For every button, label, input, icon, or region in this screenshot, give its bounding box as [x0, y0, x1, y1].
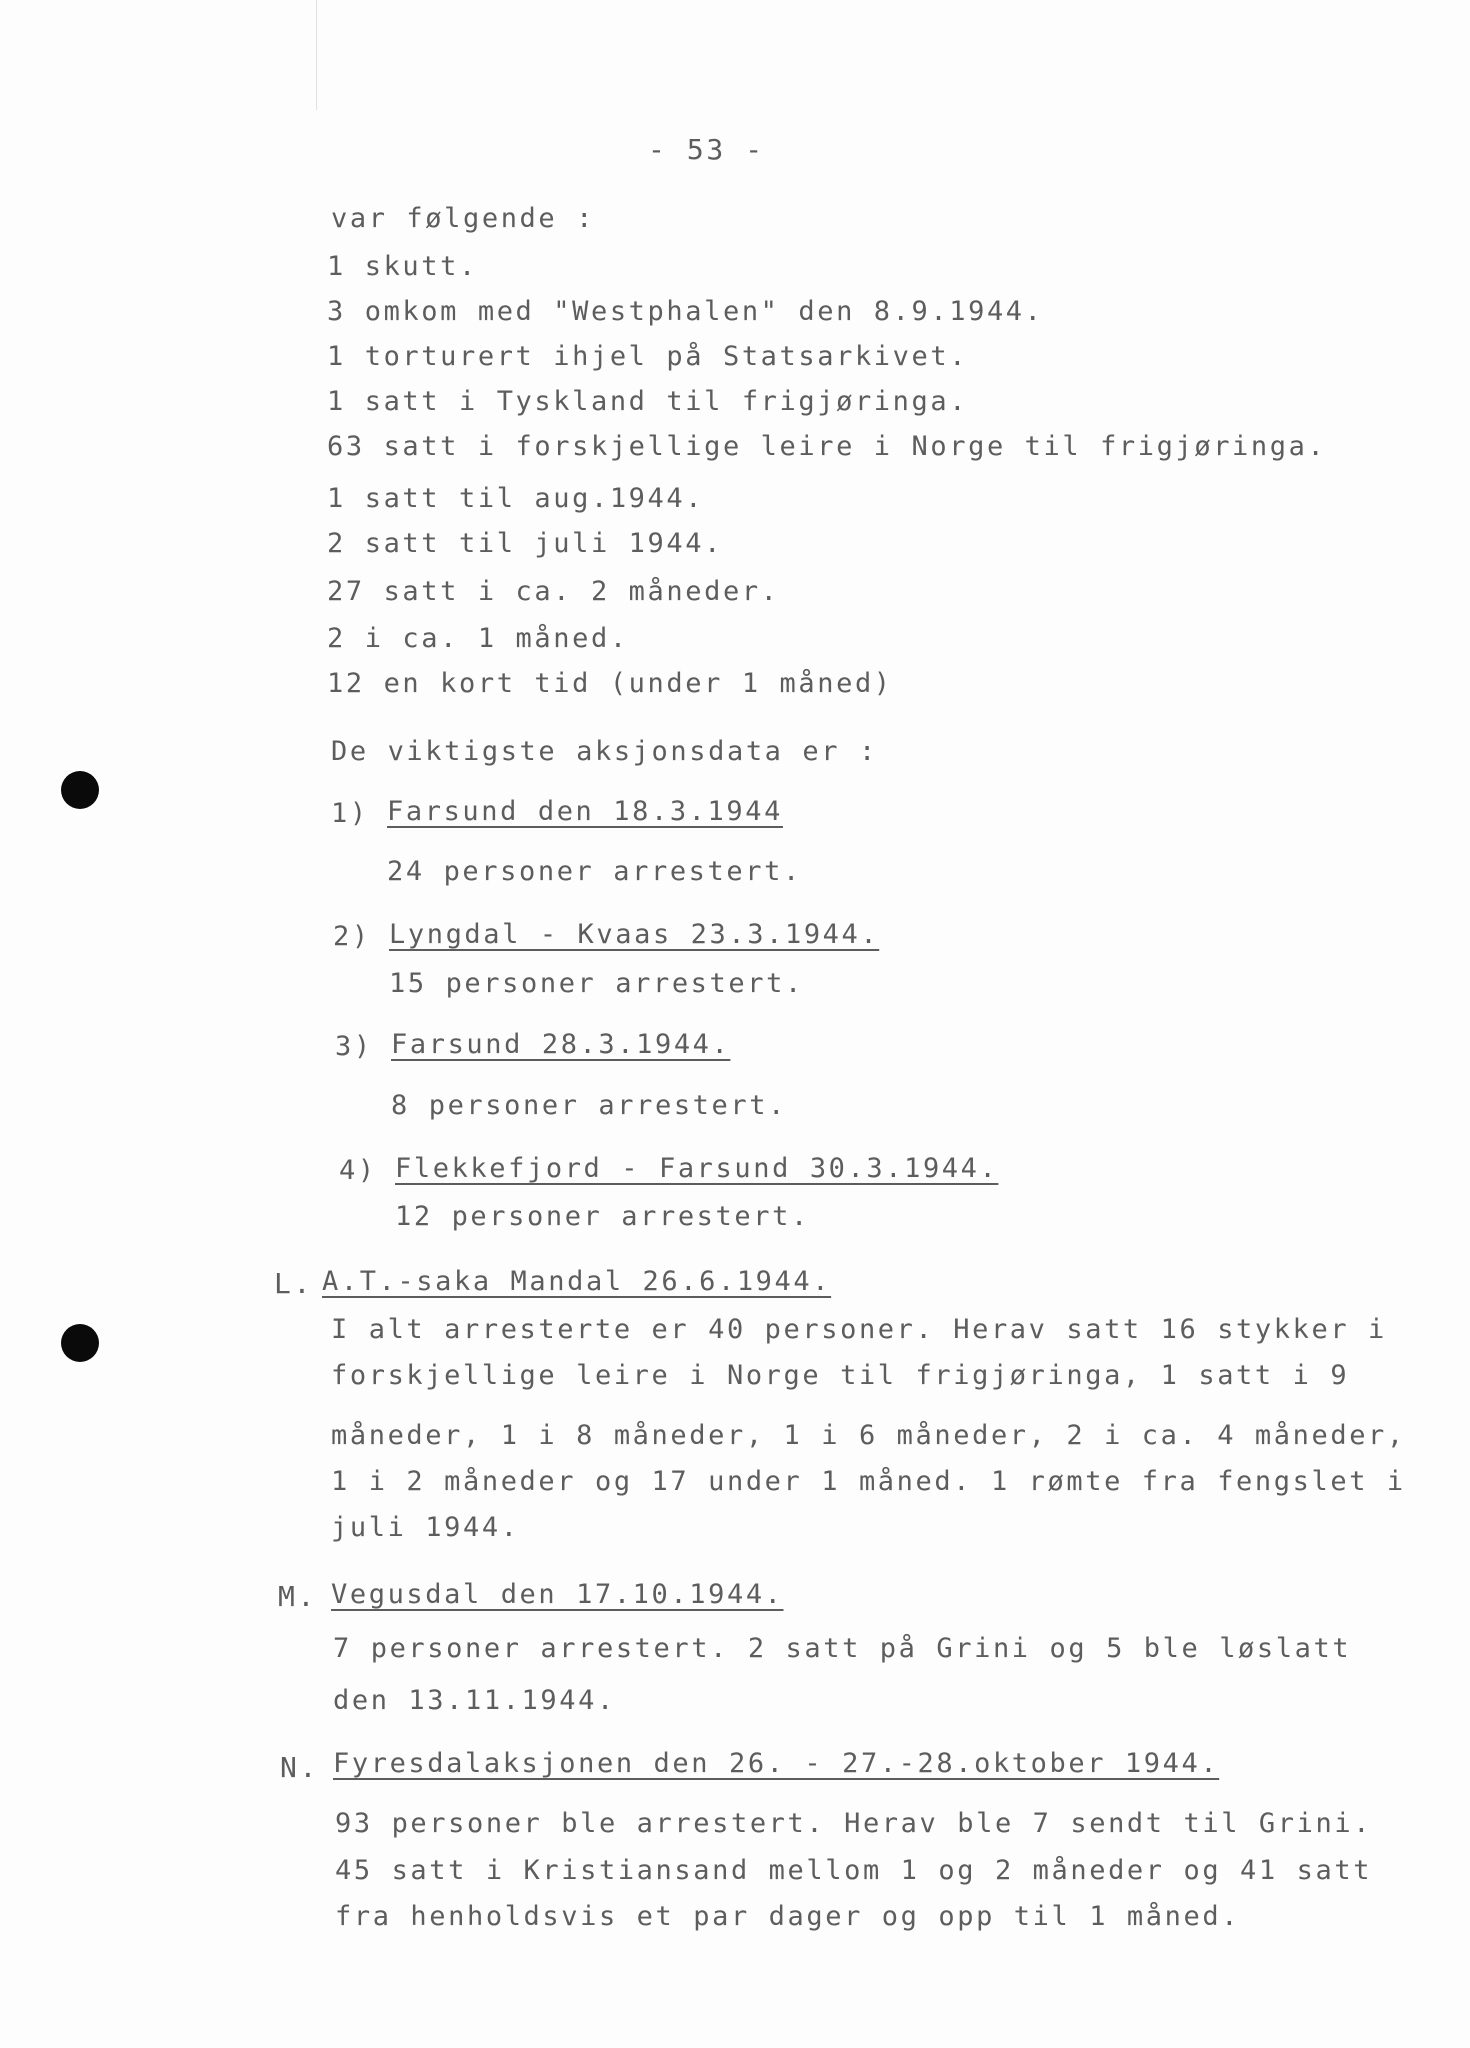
- section-body-line: forskjellige leire i Norge til frigjøringa, 1 satt i 9: [331, 1360, 1350, 1391]
- section-body-line: fra henholdsvis et par dager og opp til 1 måned.: [335, 1901, 1241, 1932]
- section-letter: M.: [278, 1580, 317, 1613]
- summary-line: 1 skutt.: [327, 251, 478, 282]
- summary-line: 3 omkom med "Westphalen" den 8.9.1944.: [327, 296, 1044, 327]
- actions-heading: De viktigste aksjonsdata er :: [331, 736, 878, 767]
- summary-line: 1 torturert ihjel på Statsarkivet.: [327, 341, 969, 372]
- section-body-line: 7 personer arrestert. 2 satt på Grini og 5 ble løslatt: [333, 1633, 1352, 1664]
- action-title: Flekkefjord - Farsund 30.3.1944.: [395, 1153, 999, 1184]
- summary-line: 2 satt til juli 1944.: [327, 528, 723, 559]
- summary-line: 2 i ca. 1 måned.: [327, 623, 629, 654]
- section-body-line: den 13.11.1944.: [333, 1685, 616, 1716]
- action-title: Lyngdal - Kvaas 23.3.1944.: [389, 919, 880, 950]
- punch-hole-top: [61, 771, 99, 809]
- action-number: 1): [331, 798, 369, 829]
- action-detail: 8 personer arrestert.: [391, 1090, 787, 1121]
- punch-hole-bottom: [61, 1324, 99, 1362]
- section-body-line: 1 i 2 måneder og 17 under 1 måned. 1 rømte fra fengslet i: [331, 1466, 1406, 1497]
- section-body-line: juli 1944.: [331, 1512, 520, 1543]
- section-body-line: 93 personer ble arrestert. Herav ble 7 sendt til Grini.: [335, 1808, 1373, 1839]
- action-title: Farsund 28.3.1944.: [391, 1029, 731, 1060]
- summary-line: 1 satt til aug.1944.: [327, 483, 705, 514]
- action-number: 3): [335, 1031, 373, 1062]
- action-number: 2): [333, 921, 371, 952]
- summary-line: 63 satt i forskjellige leire i Norge til frigjøringa.: [327, 431, 1327, 462]
- section-title: Fyresdalaksjonen den 26. - 27.-28.oktober 1944.: [333, 1748, 1220, 1779]
- section-letter: N.: [280, 1751, 319, 1784]
- section-title: A.T.-saka Mandal 26.6.1944.: [322, 1266, 832, 1297]
- summary-intro: var følgende :: [331, 203, 595, 234]
- action-detail: 24 personer arrestert.: [387, 856, 802, 887]
- fold-line: [316, 0, 317, 110]
- action-title: Farsund den 18.3.1944: [387, 796, 783, 827]
- action-detail: 15 personer arrestert.: [389, 968, 804, 999]
- section-body-line: 45 satt i Kristiansand mellom 1 og 2 måneder og 41 satt: [335, 1855, 1373, 1886]
- page-number: - 53 -: [648, 133, 765, 166]
- summary-line: 12 en kort tid (under 1 måned): [327, 668, 893, 699]
- section-letter: L.: [274, 1267, 313, 1300]
- section-body-line: I alt arresterte er 40 personer. Herav satt 16 stykker i: [331, 1314, 1387, 1345]
- section-body-line: måneder, 1 i 8 måneder, 1 i 6 måneder, 2 i ca. 4 måneder,: [331, 1420, 1406, 1451]
- summary-line: 1 satt i Tyskland til frigjøringa.: [327, 386, 969, 417]
- action-detail: 12 personer arrestert.: [395, 1201, 810, 1232]
- action-number: 4): [339, 1155, 377, 1186]
- summary-line: 27 satt i ca. 2 måneder.: [327, 576, 780, 607]
- section-title: Vegusdal den 17.10.1944.: [331, 1579, 784, 1610]
